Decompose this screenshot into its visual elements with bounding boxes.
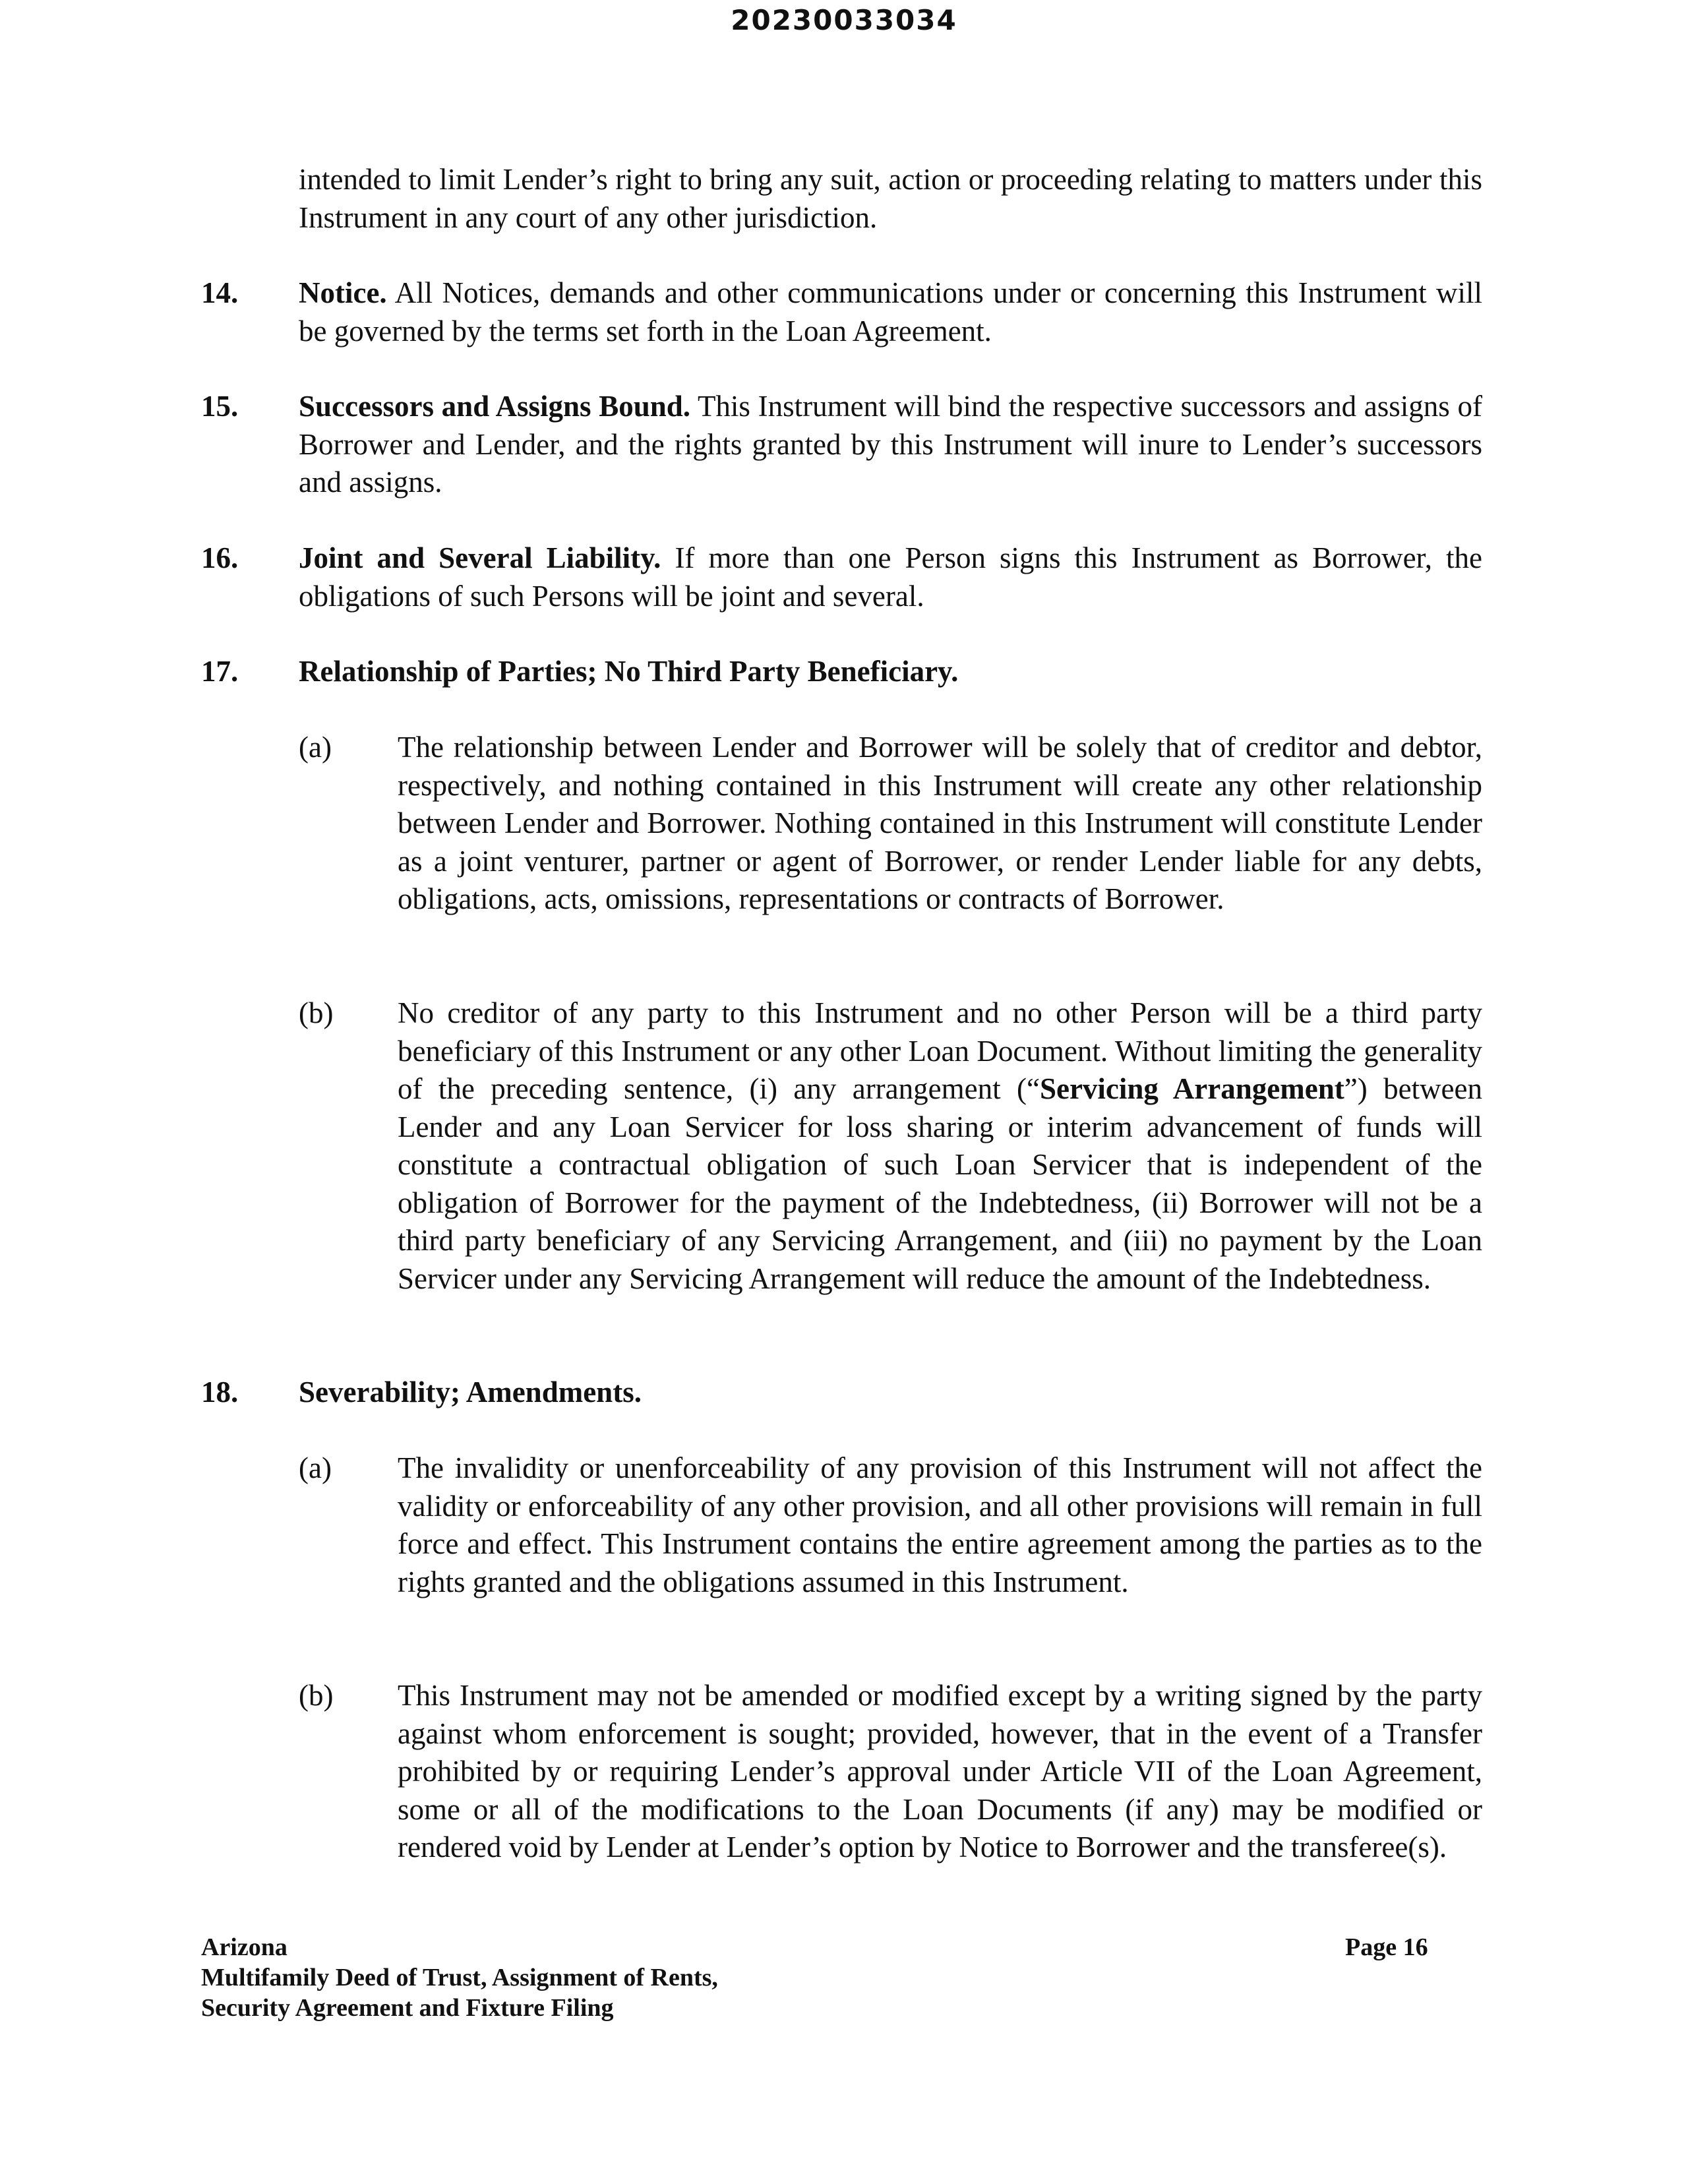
- section-17b-paragraph: [398, 994, 1482, 1298]
- recording-number: 20230033034: [731, 4, 957, 36]
- section-18b-label: (b): [299, 1679, 334, 1712]
- section-15-title: Successors and Assigns Bound.: [299, 390, 691, 423]
- footer-state: Arizona: [201, 1933, 287, 1961]
- page-footer: [201, 1932, 1441, 2023]
- section-16-text: If more than one Person signs this Instrument as Borrower, the obligations of such Persons will be joint and several.: [299, 541, 1482, 613]
- section-17b-label: (b): [299, 996, 334, 1029]
- section-15-number: 15.: [201, 390, 239, 423]
- section-14-number: 14.: [201, 276, 239, 309]
- section-17-title: Relationship of Parties; No Third Party Beneficiary.: [299, 655, 959, 688]
- section-17a-paragraph: The relationship between Lender and Borrower will be solely that of creditor and debtor, respectively, and nothing contained in this Instrument will create any other relationship between Lender and Borrower. Nothing contained in this Instrument will constitute Lender as a joint venturer, partner or agent of Borrower, or render Lender liable for any debts, obligations, acts, omissions, representations or contracts of Borrower.: [398, 731, 1482, 915]
- servicing-arrangement-term: Servicing Arrangement: [1039, 1072, 1344, 1105]
- section-17b-text-part1: No creditor of any party to this Instrument and no other Person will be a third party beneficiary of this Instrument or any other Loan Document. Without limiting the generality of the preceding sentence, (i) any arrangement (“: [398, 996, 1482, 1105]
- section-14-paragraph: [299, 274, 1482, 350]
- section-18b-paragraph: This Instrument may not be amended or modified except by a writing signed by the party against whom enforcement is sought; provided, however, that in the event of a Transfer prohibited by or requiring Lender’s approval under Article VII of the Loan Agreement, some or all of the modifications to the Loan Documents (if any) may be modified or rendered void by Lender at Lender’s option by Notice to Borrower and the transferee(s).: [398, 1679, 1482, 1864]
- section-18-title: Severability; Amendments.: [299, 1376, 642, 1409]
- section-18a-paragraph: The invalidity or unenforceability of any provision of this Instrument will not affect the validity or enforceability of any other provision, and all other provisions will remain in full force and effect. This Instrument contains the entire agreement among the parties as to the rights granted and the obligations assumed in this Instrument.: [398, 1451, 1482, 1598]
- intro-paragraph: intended to limit Lender’s right to bring any suit, action or proceeding relating to matters under this Instrument in any court of any other jurisdiction.: [299, 163, 1482, 234]
- section-15-text: This Instrument will bind the respective successors and assigns of Borrower and Lender, and the rights granted by this Instrument will inure to Lender’s successors and assigns.: [299, 390, 1482, 499]
- section-16-paragraph: [299, 539, 1482, 615]
- footer-doc-title-line2: Security Agreement and Fixture Filing: [201, 1994, 614, 2022]
- section-17a-label: (a): [299, 731, 332, 764]
- section-18-number: 18.: [201, 1376, 239, 1409]
- section-14-text: All Notices, demands and other communications under or concerning this Instrument will be governed by the terms set forth in the Loan Agreement.: [299, 276, 1482, 348]
- section-14-title: Notice.: [299, 276, 387, 309]
- page-number: Page 16: [1345, 1933, 1428, 1961]
- section-18a-label: (a): [299, 1451, 332, 1484]
- section-17-number: 17.: [201, 655, 239, 688]
- section-17b-text-part2: ”) between Lender and any Loan Servicer for loss sharing or interim advancement of funds will constitute a contractual obligation of such Loan Servicer that is independent of the obligation of Borrower for the payment of the Indebtedness, (ii) Borrower will not be a third party beneficiary of any Servicing Arrangement, and (iii) no payment by the Loan Servicer under any Servicing Arrangement will reduce the amount of the Indebtedness.: [398, 1072, 1482, 1295]
- footer-doc-title-line1: Multifamily Deed of Trust, Assignment of Rents,: [201, 1964, 718, 1991]
- section-17-heading: [299, 653, 1482, 691]
- section-18-heading: [299, 1374, 1482, 1412]
- section-16-title: Joint and Several Liability.: [299, 541, 661, 574]
- section-15-paragraph: [299, 388, 1482, 502]
- section-16-number: 16.: [201, 541, 239, 574]
